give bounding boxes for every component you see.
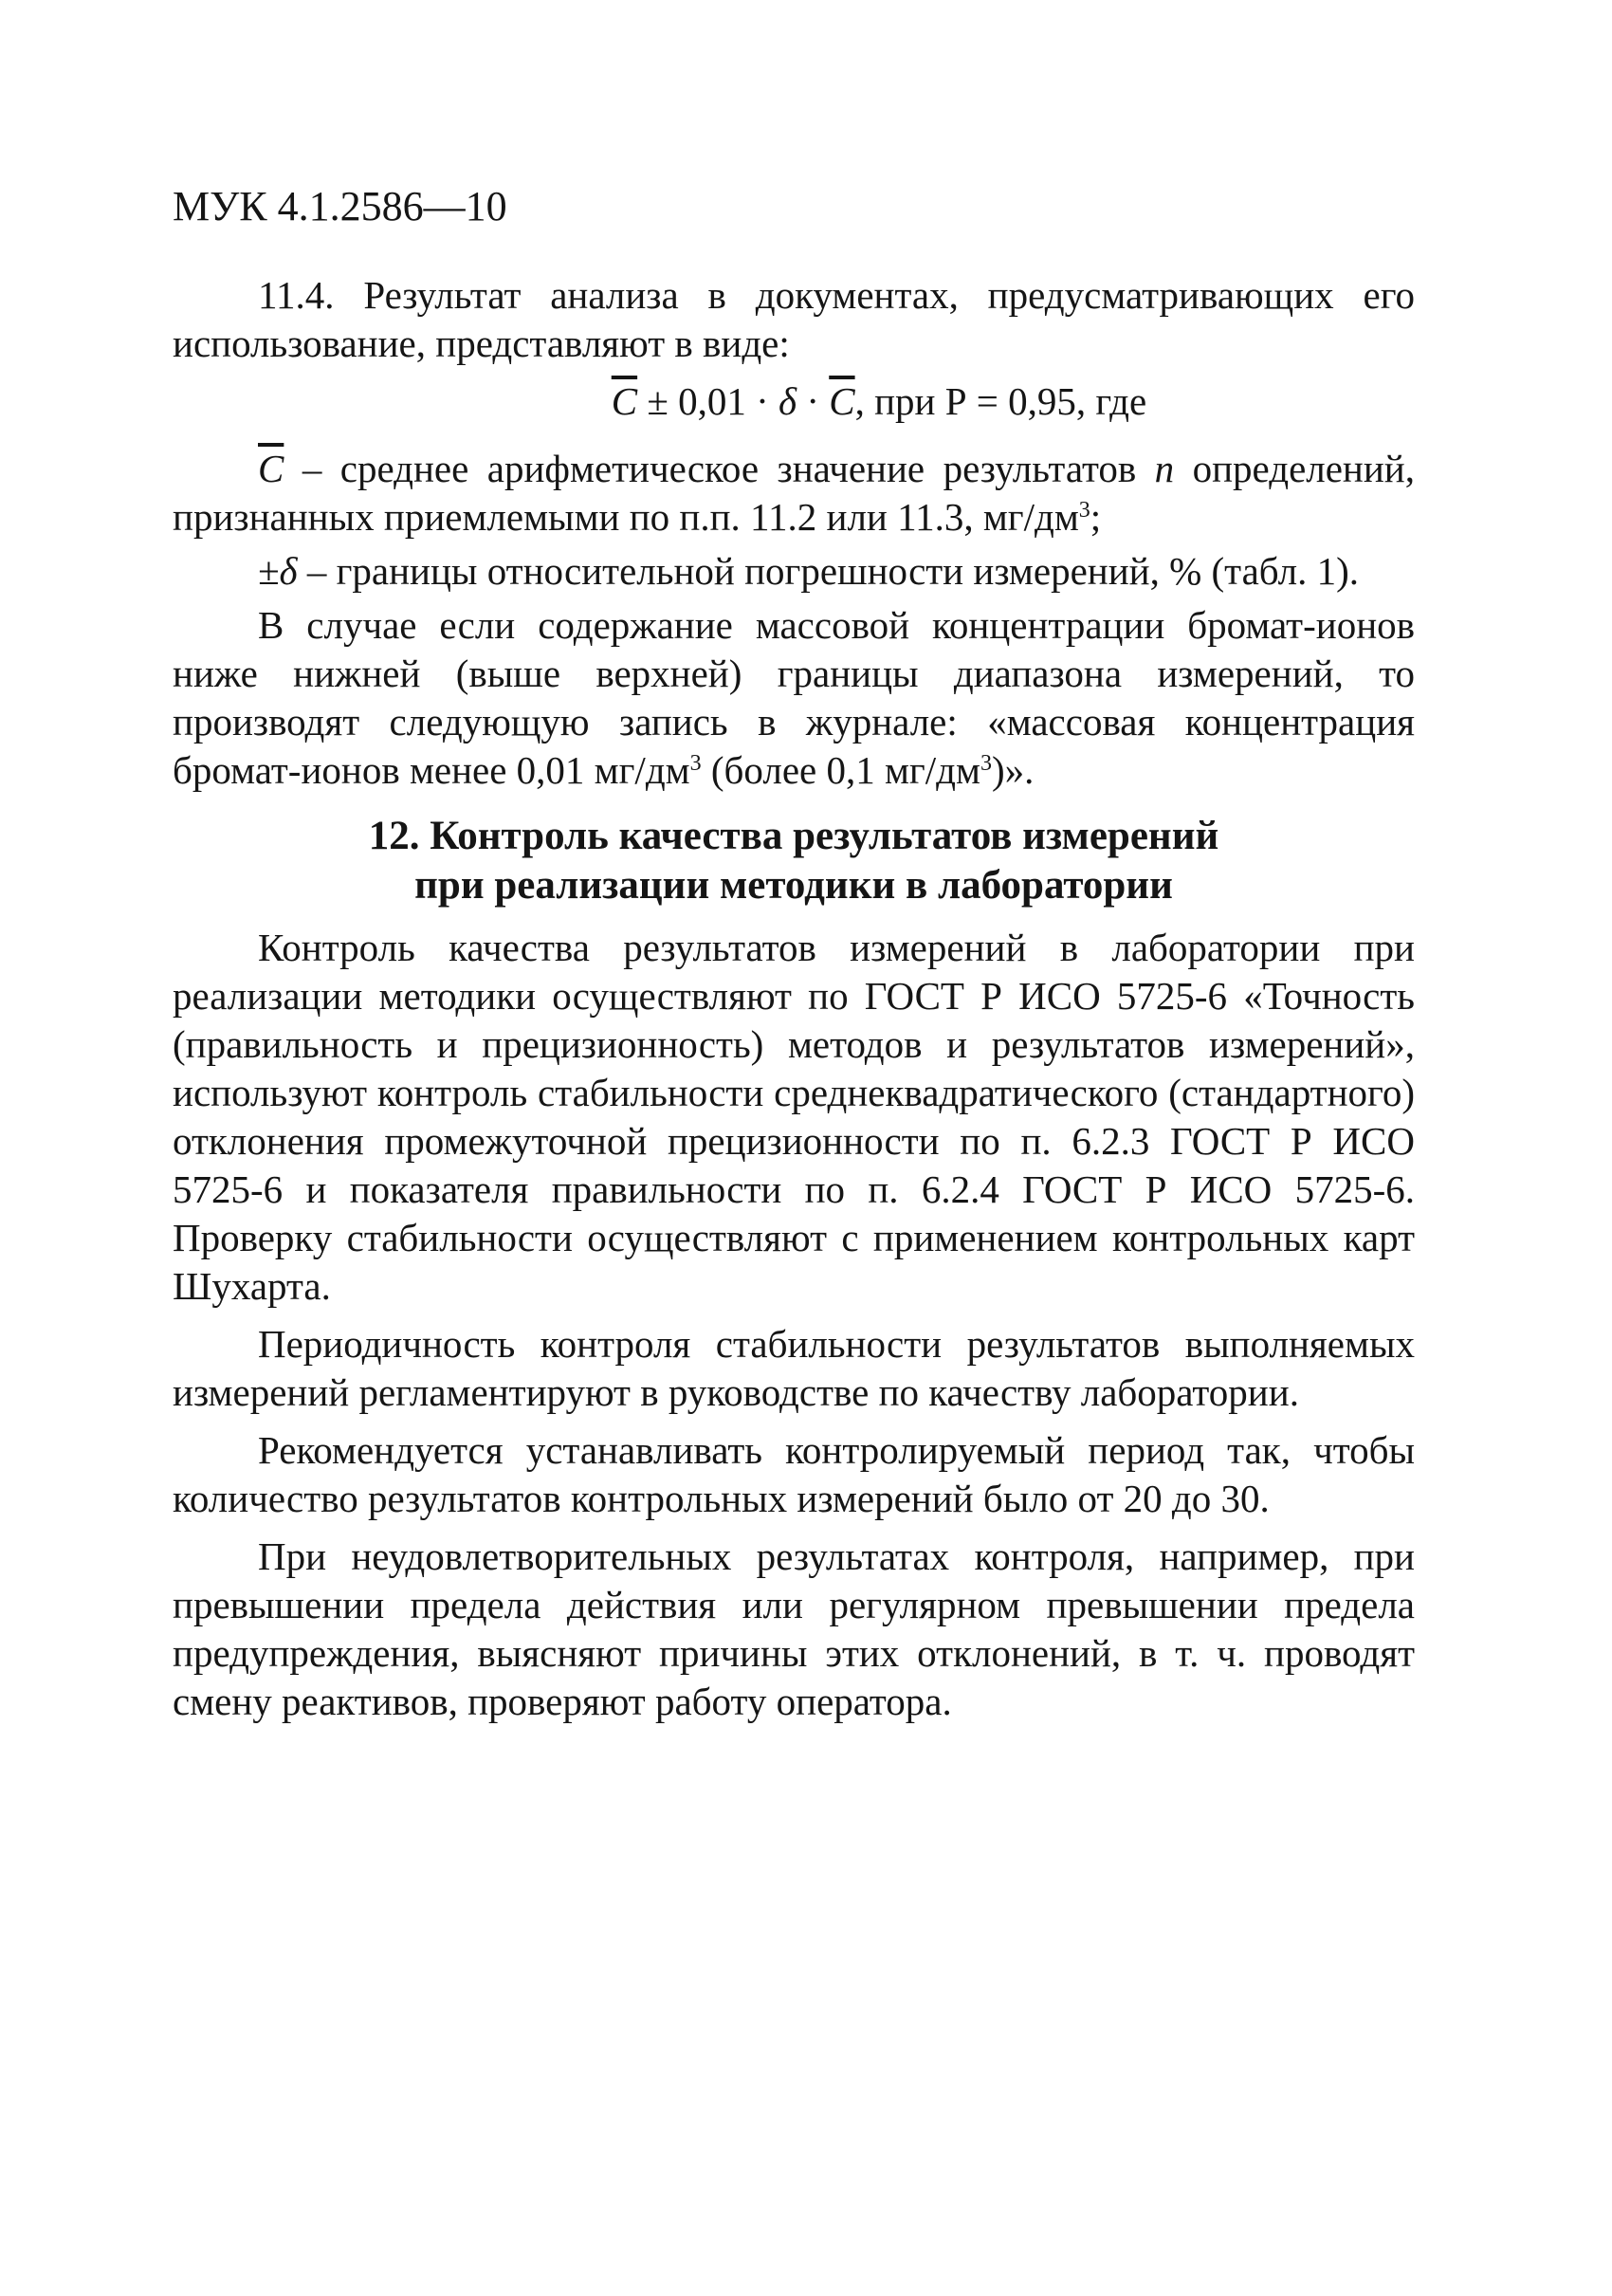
formula-pm-coefficient: ± 0,01 · bbox=[637, 379, 779, 423]
clause-11-4-intro: 11.4. Результат анализа в документах, предусматривающих его использование, представляют в виде: bbox=[173, 273, 1415, 365]
def-c-tail: ; bbox=[1090, 495, 1102, 539]
def-c-text-b: определений, признанных приемлемыми по п.п. 11.2 или 11.3, мг/дм bbox=[173, 447, 1416, 539]
formula-mean-c-2: $\overline{C}$ bbox=[829, 379, 855, 423]
range-note-a: В случае если содержание массовой концентрации бромат-ионов ниже нижней (выше верхней) границы диапазона измерений, то производят следующую запись в журнале: «массовая концентрация бромат-ионов менее 0,01 мг/дм bbox=[173, 603, 1415, 792]
section-12-paragraph: Периодичность контроля стабильности результатов выполняемых измерений регламентируют в руководстве по качеству лаборатории. bbox=[173, 1322, 1415, 1414]
page-header-doc-number: МУК 4.1.2586—10 bbox=[173, 183, 507, 230]
formula-condition: , при Р = 0,95, где bbox=[854, 379, 1147, 423]
section-12-heading bbox=[173, 812, 1415, 910]
def-c-n: n bbox=[1154, 447, 1175, 490]
range-note-c: )». bbox=[991, 748, 1035, 792]
section-12-title-line2: при реализации методики в лаборатории bbox=[414, 863, 1173, 908]
range-note-sup2: 3 bbox=[980, 751, 992, 776]
definition-mean-c bbox=[173, 445, 1415, 542]
section-12-paragraph: При неудовлетворительных результатах контроля, например, при превышении предела действия или регулярном превышении предела предупреждения, выясняют причины этих отклонений, в т. ч. проводят смену реактивов, проверяют работу оператора. bbox=[173, 1534, 1415, 1723]
range-note bbox=[173, 601, 1415, 795]
section-12-title-line1: 12. Контроль качества результатов измерений bbox=[368, 814, 1219, 858]
def-c-text-a: – среднее арифметическое значение результатов bbox=[284, 447, 1155, 490]
def-c-sup: 3 bbox=[1078, 498, 1090, 523]
range-note-b: (более 0,1 мг/дм bbox=[701, 748, 980, 792]
result-formula bbox=[173, 377, 1415, 426]
def-delta-text: – границы относительной погрешности измерений, % (табл. 1). bbox=[297, 549, 1359, 593]
def-delta-symbol: ±δ bbox=[258, 549, 298, 593]
formula-dot: · bbox=[797, 379, 830, 423]
definition-delta bbox=[173, 547, 1415, 596]
page-content bbox=[173, 271, 1415, 1734]
def-c-symbol: $\overline{C}$ bbox=[258, 447, 284, 490]
formula-mean-c: $\overline{C}$ bbox=[611, 379, 638, 423]
formula-delta: δ bbox=[779, 379, 797, 423]
section-12-paragraph: Контроль качества результатов измерений в лаборатории при реализации методики осуществляют по ГОСТ Р ИСО 5725-6 «Точность (правильность и прецизионность) методов и результатов измерений», используют контроль стабильности среднеквадратического (стандартного) отклонения промежуточной прецизионности по п. 6.2.3 ГОСТ Р ИСО 5725-6 и показателя правильности по п. 6.2.4 ГОСТ Р ИСО 5725-6. Проверку стабильности осуществляют с применением контрольных карт Шухарта. bbox=[173, 926, 1415, 1308]
range-note-sup1: 3 bbox=[689, 751, 702, 776]
section-12-paragraph: Рекомендуется устанавливать контролируемый период так, чтобы количество результатов контрольных измерений было от 20 до 30. bbox=[173, 1428, 1415, 1520]
